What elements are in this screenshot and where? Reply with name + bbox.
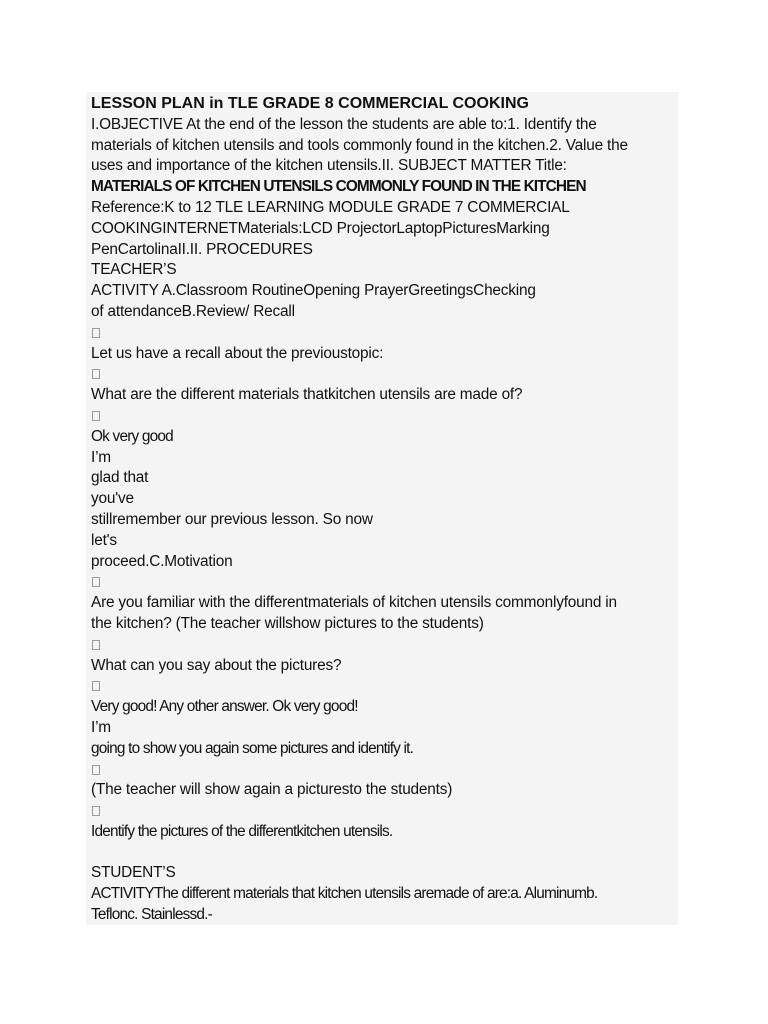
text-line: of attendanceB.Review/ Recall: [91, 302, 295, 320]
text-line: Reference:K to 12 TLE LEARNING MODULE GRADE 7 COMMERCIAL: [91, 198, 570, 216]
bullet-placeholder: [91, 406, 681, 427]
text-line: Very good! Any other answer. Ok very good!: [91, 698, 358, 716]
blank-line: [91, 843, 681, 864]
text-line: I’m: [91, 718, 111, 736]
missing-glyph-icon: [92, 411, 100, 421]
text-line: you've: [91, 490, 134, 508]
text-line: PenCartolinaII.II. PROCEDURES: [91, 240, 313, 258]
missing-glyph-icon: [92, 765, 100, 775]
text-line: ACTIVITYThe different materials that kitchen utensils aremade of are:a. Aluminumb.: [91, 885, 598, 903]
text-line: stillremember our previous lesson. So now: [91, 510, 373, 528]
subject-title: MATERIALS OF KITCHEN UTENSILS COMMONLY FOUND IN THE KITCHEN: [91, 178, 586, 196]
text-line: Are you familiar with the differentmaterials of kitchen utensils commonlyfound in: [91, 594, 617, 612]
bullet-placeholder: [91, 676, 681, 697]
text-line: ACTIVITY A.Classroom RoutineOpening PrayerGreetingsChecking: [91, 282, 536, 300]
text-line: let's: [91, 531, 117, 549]
section-heading: STUDENT’S: [91, 864, 176, 882]
missing-glyph-icon: [92, 640, 100, 650]
document-title: LESSON PLAN in TLE GRADE 8 COMMERCIAL COOKING: [91, 95, 529, 112]
bullet-placeholder: [91, 323, 681, 344]
bullet-placeholder: [91, 760, 681, 781]
text-line: Teflonc. Stainlessd.-: [91, 906, 212, 924]
text-line: proceed.C.Motivation: [91, 552, 233, 570]
text-line: Identify the pictures of the differentkitchen utensils.: [91, 822, 393, 840]
text-line: going to show you again some pictures and identify it.: [91, 739, 414, 757]
text-line: COOKINGINTERNETMaterials:LCD ProjectorLaptopPicturesMarking: [91, 219, 550, 237]
missing-glyph-icon: [92, 328, 100, 338]
text-line: uses and importance of the kitchen utensils.II. SUBJECT MATTER Title:: [91, 157, 567, 175]
bullet-placeholder: [91, 635, 681, 656]
bullet-placeholder: [91, 364, 681, 385]
text-line: Ok very good: [91, 427, 173, 445]
text-line: glad that: [91, 469, 149, 487]
document-body: [91, 94, 681, 926]
text-line: What can you say about the pictures?: [91, 656, 342, 674]
text-line: I.OBJECTIVE At the end of the lesson the students are able to:1. Identify the: [91, 115, 597, 133]
text-line: (The teacher will show again a picturesto the students): [91, 781, 453, 799]
text-line: materials of kitchen utensils and tools commonly found in the kitchen.2. Value the: [91, 136, 628, 154]
text-line: I’m: [91, 448, 111, 466]
missing-glyph-icon: [92, 681, 100, 691]
text-line: Let us have a recall about the previoustopic:: [91, 344, 384, 362]
bullet-placeholder: [91, 572, 681, 593]
missing-glyph-icon: [92, 806, 100, 816]
bullet-placeholder: [91, 801, 681, 822]
text-line: What are the different materials thatkitchen utensils are made of?: [91, 386, 523, 404]
section-heading: TEACHER’S: [91, 261, 177, 279]
missing-glyph-icon: [92, 577, 100, 587]
missing-glyph-icon: [92, 369, 100, 379]
text-line: the kitchen? (The teacher willshow pictures to the students): [91, 614, 484, 632]
